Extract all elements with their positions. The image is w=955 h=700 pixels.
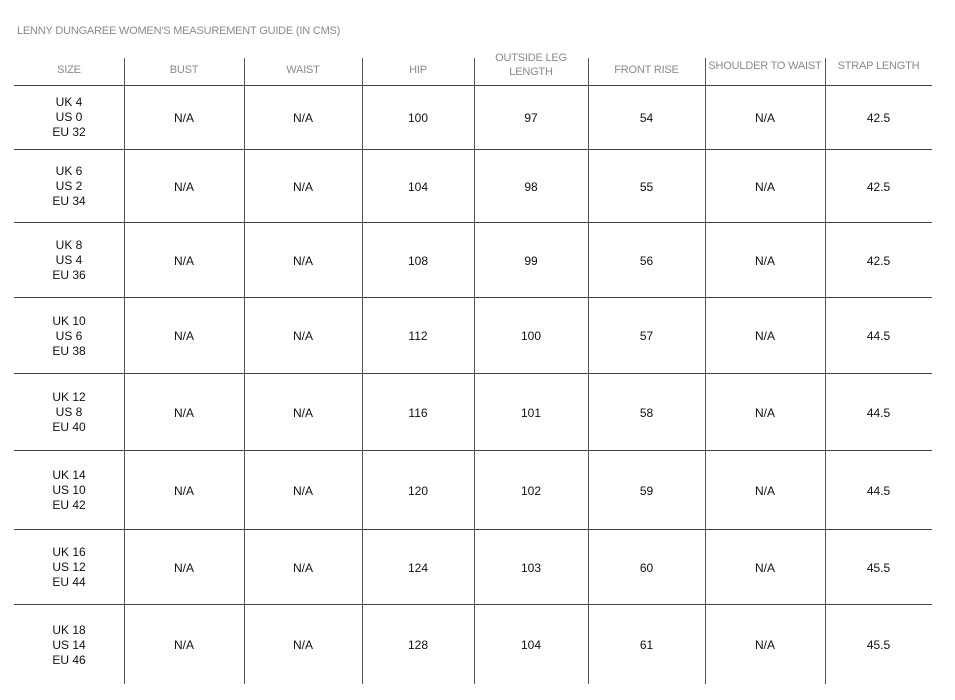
size-label: US 4: [55, 253, 83, 267]
header-outside-leg: [474, 48, 588, 85]
cell-shoulder-to-waist: N/A: [754, 253, 775, 268]
size-label: EU 40: [52, 420, 86, 434]
header-size: [14, 48, 124, 85]
cell-shoulder-to-waist: N/A: [754, 483, 775, 498]
header-shoulder-to-waist: [705, 48, 825, 85]
size-label: US 12: [52, 560, 86, 574]
size-label: EU 46: [52, 652, 86, 667]
size-label: US 10: [52, 483, 86, 497]
table-row: [14, 531, 932, 604]
cell-hip: 116: [408, 405, 428, 420]
size-label: EU 44: [52, 575, 86, 589]
header-label: LENGTH: [509, 66, 553, 78]
size-label: US 14: [52, 637, 86, 652]
table-row: [14, 452, 932, 529]
cell-bust: N/A: [173, 110, 194, 125]
cell-bust: N/A: [173, 329, 194, 343]
size-label: US 0: [55, 110, 83, 124]
size-label: US 8: [55, 405, 83, 419]
page-title: LENNY DUNGAREE WOMEN'S MEASUREMENT GUIDE (IN CMS): [17, 25, 341, 37]
cell-outside-leg: 104: [520, 638, 542, 652]
cell-waist: N/A: [292, 638, 313, 652]
size-label: US 2: [55, 179, 83, 193]
cell-hip: 112: [408, 329, 428, 343]
cell-waist: N/A: [292, 483, 313, 498]
header-hip: [362, 48, 474, 85]
cell-hip: 120: [407, 483, 429, 498]
cell-size: [14, 224, 124, 297]
header-label: WAIST: [286, 64, 320, 76]
cell-strap-length: 44.5: [866, 483, 891, 498]
size-label: EU 34: [52, 194, 86, 208]
cell-waist: N/A: [292, 179, 313, 194]
table-row: [14, 606, 932, 684]
size-label: UK 8: [55, 238, 83, 252]
cell-waist: N/A: [292, 405, 313, 420]
size-label: UK 18: [52, 622, 86, 637]
cell-waist: N/A: [292, 560, 313, 575]
header-label: STRAP LENGTH: [837, 60, 920, 72]
cell-hip: 128: [407, 638, 429, 652]
size-label: UK 10: [52, 313, 86, 328]
cell-bust: N/A: [173, 405, 194, 420]
cell-front-rise: 57: [639, 329, 654, 343]
cell-front-rise: 60: [639, 560, 654, 575]
size-label: UK 14: [52, 468, 86, 482]
cell-strap-length: 44.5: [866, 329, 891, 343]
header-waist: [244, 48, 362, 85]
header-label: BUST: [169, 64, 199, 76]
cell-size: [14, 86, 124, 149]
table-row: [14, 86, 932, 149]
cell-strap-length: 42.5: [866, 179, 891, 194]
header-label: OUTSIDE LEG: [495, 52, 567, 64]
header-front-rise: [588, 48, 705, 85]
cell-shoulder-to-waist: N/A: [754, 405, 775, 420]
cell-bust: N/A: [173, 179, 194, 194]
table-row: [14, 224, 932, 297]
row-divider: [14, 529, 932, 530]
size-label: UK 4: [55, 95, 83, 109]
cell-size: [14, 452, 124, 529]
cell-hip: 124: [407, 560, 429, 575]
header-label: SHOULDER TO WAIST: [708, 60, 822, 72]
size-label: EU 36: [52, 268, 86, 282]
cell-shoulder-to-waist: N/A: [754, 638, 775, 652]
cell-waist: N/A: [292, 329, 313, 343]
cell-hip: 100: [407, 110, 429, 125]
row-divider: [14, 373, 932, 374]
size-label: UK 16: [52, 545, 86, 559]
cell-strap-length: 42.5: [866, 110, 891, 125]
cell-front-rise: 54: [639, 110, 654, 125]
row-divider: [14, 604, 932, 605]
cell-bust: N/A: [173, 253, 194, 268]
cell-bust: N/A: [173, 638, 194, 652]
cell-hip: 104: [407, 179, 429, 194]
cell-front-rise: 58: [639, 405, 654, 420]
cell-shoulder-to-waist: N/A: [754, 110, 775, 125]
table-row: [14, 299, 932, 373]
cell-outside-leg: 99: [524, 253, 538, 268]
cell-strap-length: 42.5: [866, 253, 891, 268]
cell-waist: N/A: [292, 110, 313, 125]
cell-hip: 108: [407, 253, 429, 268]
cell-waist: N/A: [292, 253, 313, 268]
cell-size: [14, 151, 124, 222]
cell-shoulder-to-waist: N/A: [754, 329, 775, 343]
cell-outside-leg: 101: [520, 405, 542, 420]
cell-outside-leg: 100: [520, 329, 542, 343]
table-row: [14, 375, 932, 450]
cell-bust: N/A: [173, 483, 194, 498]
cell-front-rise: 59: [639, 483, 654, 498]
cell-front-rise: 61: [639, 638, 654, 652]
header-label: FRONT RISE: [614, 64, 679, 76]
cell-strap-length: 45.5: [866, 638, 891, 652]
cell-front-rise: 55: [639, 179, 654, 194]
row-divider: [14, 222, 932, 223]
size-label: US 6: [55, 328, 83, 343]
size-label: UK 12: [52, 390, 86, 404]
cell-outside-leg: 98: [524, 179, 538, 194]
cell-outside-leg: 97: [524, 110, 538, 125]
cell-strap-length: 44.5: [866, 405, 891, 420]
cell-bust: N/A: [173, 560, 194, 575]
cell-size: [14, 375, 124, 450]
cell-outside-leg: 103: [520, 560, 542, 575]
header-label: HIP: [409, 64, 427, 76]
row-divider: [14, 297, 932, 298]
header-strap-length: [825, 48, 932, 85]
size-label: EU 32: [52, 125, 86, 139]
size-label: UK 6: [55, 164, 83, 178]
header-bust: [124, 48, 244, 85]
size-label: EU 42: [52, 498, 86, 512]
row-divider: [14, 450, 932, 451]
cell-strap-length: 45.5: [866, 560, 891, 575]
cell-size: [14, 531, 124, 604]
cell-size: [14, 299, 124, 373]
cell-shoulder-to-waist: N/A: [754, 560, 775, 575]
cell-outside-leg: 102: [520, 483, 542, 498]
cell-front-rise: 56: [639, 253, 654, 268]
cell-shoulder-to-waist: N/A: [754, 179, 775, 194]
size-label: EU 38: [52, 343, 86, 358]
table-row: [14, 151, 932, 222]
cell-size: [14, 606, 124, 684]
header-label: SIZE: [57, 64, 81, 76]
row-divider: [14, 149, 932, 150]
